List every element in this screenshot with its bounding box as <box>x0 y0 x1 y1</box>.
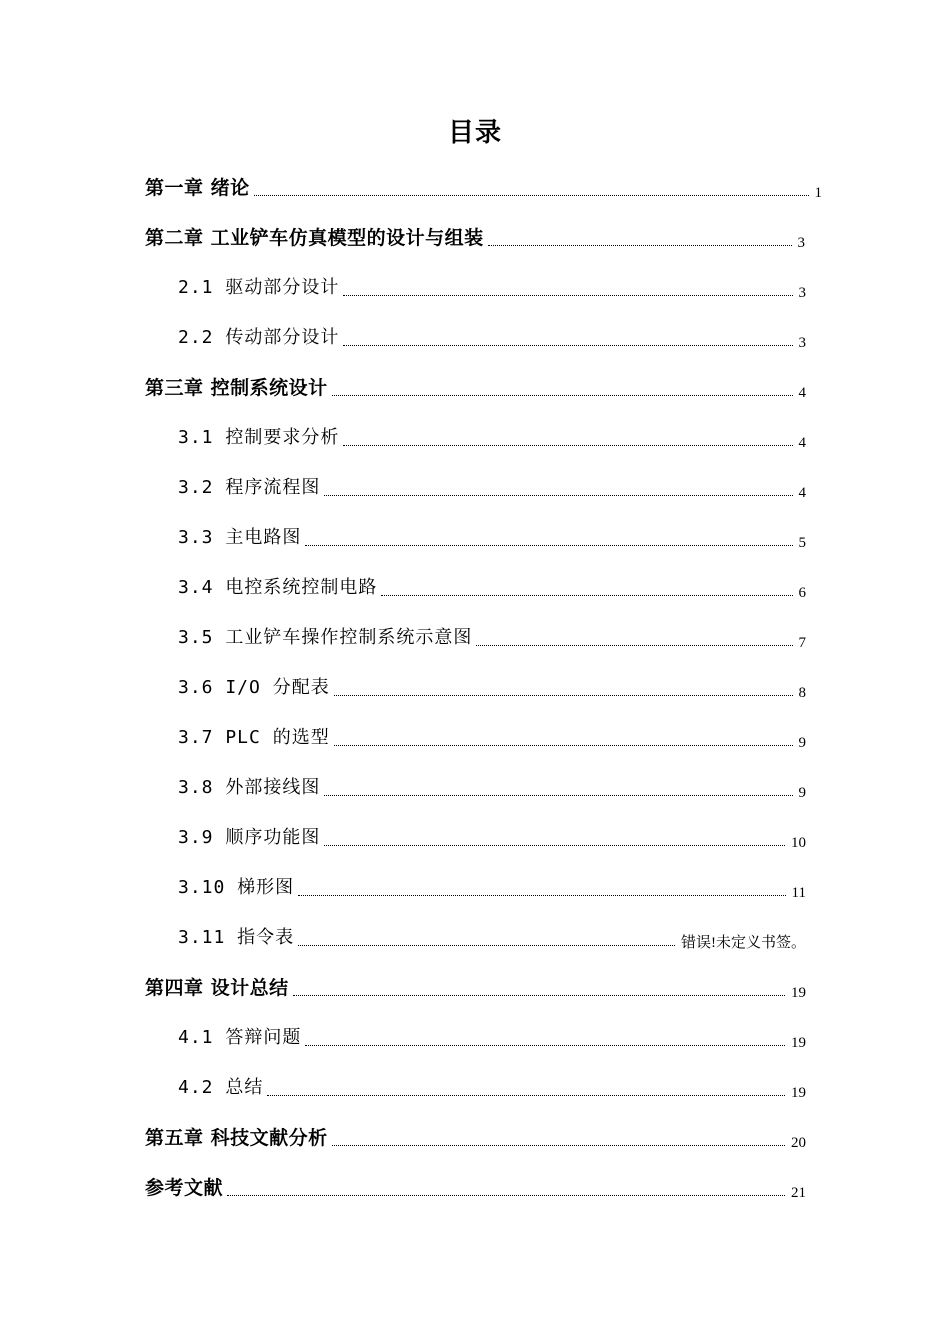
dot-leader <box>324 794 792 796</box>
toc-entry-page: 1 <box>814 185 822 201</box>
toc-entry-label: 第五章 科技文献分析 <box>145 1127 328 1149</box>
toc-entry-page: 10 <box>791 835 806 851</box>
toc-entry-section-3-11[interactable] <box>178 918 806 952</box>
toc-entry-label: 4.2 总结 <box>178 1077 264 1098</box>
toc-entry-section-3-1[interactable] <box>178 418 806 452</box>
toc-entry-page: 9 <box>798 785 806 801</box>
toc-entry-chapter-2[interactable] <box>145 218 805 252</box>
dot-leader <box>343 444 792 446</box>
toc-entry-page: 8 <box>798 685 806 701</box>
toc-entry-label: 第四章 设计总结 <box>145 977 289 999</box>
toc-entry-page: 19 <box>791 1035 806 1051</box>
toc-entry-section-3-6[interactable] <box>178 668 806 702</box>
dot-leader <box>332 1144 785 1146</box>
toc-entry-page: 20 <box>791 1135 806 1151</box>
dot-leader <box>381 594 792 596</box>
toc-entry-section-4-1[interactable] <box>178 1018 806 1052</box>
toc-entry-section-3-10[interactable] <box>178 868 806 902</box>
toc-entry-label: 3.7 PLC 的选型 <box>178 727 330 748</box>
toc-entry-page: 错误!未定义书签。 <box>681 935 806 951</box>
toc-entry-section-3-4[interactable] <box>178 568 806 602</box>
toc-entry-label: 第一章 绪论 <box>145 177 250 199</box>
toc-entry-page: 19 <box>791 985 806 1001</box>
toc-entry-section-3-8[interactable] <box>178 768 806 802</box>
dot-leader <box>343 294 792 296</box>
toc-entry-page: 6 <box>798 585 806 601</box>
toc-entry-label: 3.10 梯形图 <box>178 877 295 898</box>
toc-entry-page: 7 <box>798 635 806 651</box>
toc-entry-references[interactable] <box>145 1168 806 1202</box>
dot-leader <box>324 494 792 496</box>
toc-entry-label: 第二章 工业铲车仿真模型的设计与组装 <box>145 227 484 249</box>
toc-entry-label: 2.1 驱动部分设计 <box>178 277 340 298</box>
toc-entry-chapter-3[interactable] <box>145 368 806 402</box>
dot-leader <box>254 194 809 196</box>
dot-leader <box>227 1194 785 1196</box>
toc-entry-page: 4 <box>798 435 806 451</box>
toc-entry-chapter-5[interactable] <box>145 1118 806 1152</box>
toc-entry-section-4-2[interactable] <box>178 1068 806 1102</box>
toc-entry-label: 2.2 传动部分设计 <box>178 327 340 348</box>
toc-entry-page: 3 <box>798 335 806 351</box>
toc-entry-chapter-1[interactable] <box>145 168 822 202</box>
toc-entry-section-3-3[interactable] <box>178 518 806 552</box>
toc-entry-label: 第三章 控制系统设计 <box>145 377 328 399</box>
dot-leader <box>305 544 792 546</box>
toc-entry-label: 3.1 控制要求分析 <box>178 427 340 448</box>
toc-entry-section-2-1[interactable] <box>178 268 806 302</box>
toc-entry-label: 3.11 指令表 <box>178 927 295 948</box>
toc-entry-section-3-5[interactable] <box>178 618 806 652</box>
toc-entry-page: 5 <box>798 535 806 551</box>
toc-entry-page: 11 <box>791 885 806 901</box>
toc-entry-label: 3.2 程序流程图 <box>178 477 321 498</box>
toc-entry-label: 3.5 工业铲车操作控制系统示意图 <box>178 627 473 648</box>
toc-entry-label: 3.8 外部接线图 <box>178 777 321 798</box>
dot-leader <box>298 894 785 896</box>
toc-entry-section-3-7[interactable] <box>178 718 806 752</box>
toc-entry-label: 3.4 电控系统控制电路 <box>178 577 378 598</box>
dot-leader <box>298 944 675 946</box>
dot-leader <box>305 1044 785 1046</box>
dot-leader <box>334 694 793 696</box>
toc-entry-label: 3.6 I/O 分配表 <box>178 677 330 698</box>
toc-entry-chapter-4[interactable] <box>145 968 806 1002</box>
toc-entry-label: 3.9 顺序功能图 <box>178 827 321 848</box>
dot-leader <box>488 244 792 246</box>
toc-entry-page: 3 <box>798 285 806 301</box>
page-title: 目录 <box>447 118 502 148</box>
toc-entry-label: 3.3 主电路图 <box>178 527 302 548</box>
toc-entry-label: 参考文献 <box>145 1177 224 1199</box>
toc-entry-page: 19 <box>791 1085 806 1101</box>
toc-entry-label: 4.1 答辩问题 <box>178 1027 302 1048</box>
toc-entry-section-2-2[interactable] <box>178 318 806 352</box>
dot-leader <box>267 1094 785 1096</box>
toc-entry-page: 9 <box>798 735 806 751</box>
toc-entry-page: 4 <box>798 485 806 501</box>
dot-leader <box>324 844 785 846</box>
dot-leader <box>293 994 785 996</box>
toc-entry-page: 21 <box>791 1185 806 1201</box>
dot-leader <box>332 394 793 396</box>
dot-leader <box>334 744 793 746</box>
toc-entry-page: 4 <box>798 385 806 401</box>
toc-entry-section-3-9[interactable] <box>178 818 806 852</box>
dot-leader <box>343 344 792 346</box>
dot-leader <box>476 644 792 646</box>
toc-entry-section-3-2[interactable] <box>178 468 806 502</box>
toc-entry-page: 3 <box>797 235 805 251</box>
